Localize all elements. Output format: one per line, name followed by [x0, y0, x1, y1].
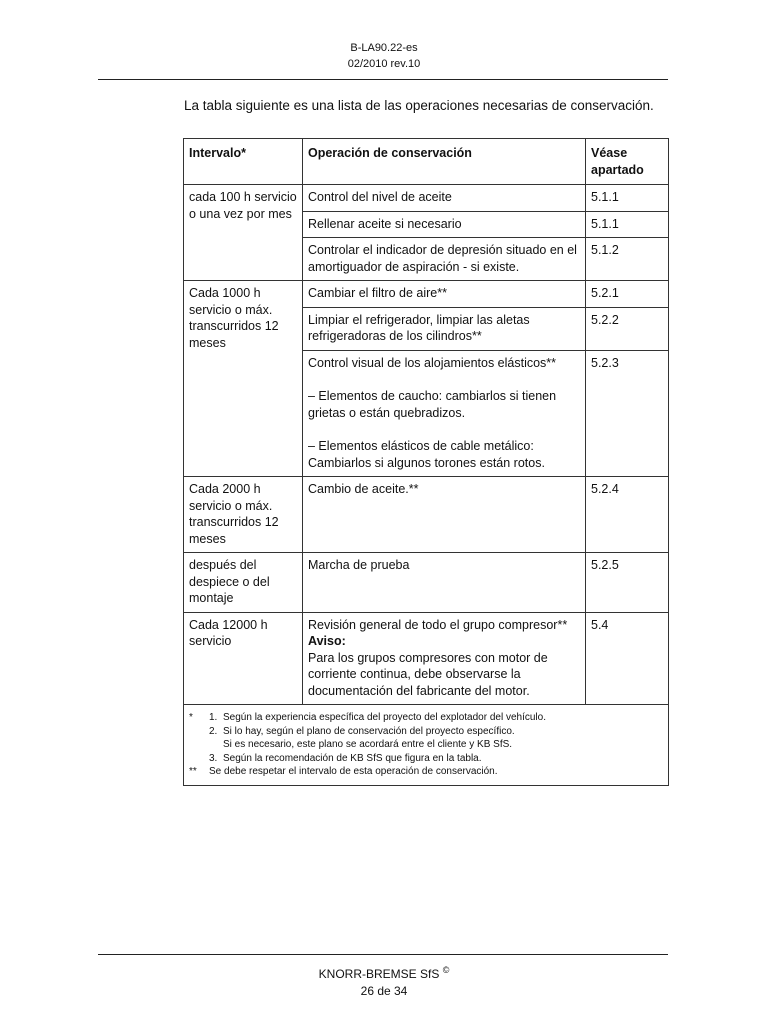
footnote-item: * 1. Según la experiencia específica del proyecto del explotador del vehículo. — [189, 712, 546, 723]
footnote-item: Si es necesario, este plano se acordará entre el cliente y KB SfS. — [223, 739, 513, 750]
reference-cell: 5.2.3 — [586, 350, 669, 477]
table-row — [184, 553, 669, 613]
header-rule — [98, 79, 668, 80]
copyright-symbol: © — [442, 965, 450, 975]
table-row — [184, 612, 669, 705]
table-row — [184, 281, 669, 308]
operation-cell: Cambio de aceite.** — [303, 477, 586, 553]
operation-cell — [303, 612, 586, 705]
intro-text: La tabla siguiente es una lista de las operaciones necesarias de conservación. — [184, 98, 654, 113]
company-name: KNORR-BREMSE SfS © — [318, 965, 450, 981]
reference-cell: 5.1.1 — [586, 185, 669, 212]
operation-cell: Rellenar aceite si necesario — [303, 211, 586, 238]
notice-label: Aviso: — [308, 634, 346, 648]
footnote-item: 3. Según la recomendación de KB SfS que figura en la tabla. — [209, 752, 482, 764]
header-operation: Operación de conservación — [303, 139, 586, 185]
footnote-item: ** Se debe respetar el intervalo de esta operación de conservación. — [189, 766, 498, 777]
footnote-item: 2. Si lo hay, según el plano de conservación del proyecto específico. — [209, 725, 515, 737]
operation-cell: Controlar el indicador de depresión situado en el amortiguador de aspiración - si existe. — [303, 238, 586, 281]
reference-cell: 5.1.1 — [586, 211, 669, 238]
operation-cell: Limpiar el refrigerador, limpiar las aletas refrigeradoras de los cilindros** — [303, 307, 586, 350]
reference-cell: 5.4 — [586, 612, 669, 705]
table-row — [184, 477, 669, 553]
page-number: 26 de 34 — [360, 984, 408, 998]
operation-detail: – Elementos de caucho: cambiarlos si tienen grietas o están quebradizos. — [308, 389, 557, 420]
reference-cell: 5.2.4 — [586, 477, 669, 553]
doc-revision: 02/2010 rev.10 — [347, 58, 421, 70]
reference-cell: 5.2.5 — [586, 553, 669, 613]
interval-cell: Cada 1000 h servicio o máx. transcurridos 12 meses — [184, 281, 303, 477]
operation-cell: Cambiar el filtro de aire** — [303, 281, 586, 308]
operation-detail: – Elementos elásticos de cable metálico: Cambiarlos si algunos torones están rotos. — [308, 439, 545, 470]
table-header-row — [184, 139, 669, 185]
reference-cell: 5.2.1 — [586, 281, 669, 308]
operation-text: Control visual de los alojamientos elásticos** — [308, 355, 557, 370]
footer-rule — [98, 954, 668, 955]
doc-id: B-LA90.22-es — [350, 42, 418, 54]
operation-cell — [303, 350, 586, 477]
page-footer — [0, 962, 768, 1000]
interval-cell: cada 100 h servicio o una vez por mes — [184, 185, 303, 281]
notice-text: Para los grupos compresores con motor de corriente continua, debe observarse la documentación del fabricante del motor. — [308, 650, 548, 698]
header-reference: Véase apartado — [586, 139, 669, 185]
footnotes-cell — [184, 705, 669, 786]
page-header — [0, 40, 768, 72]
interval-cell: después del despiece o del montaje — [184, 553, 303, 613]
reference-cell: 5.1.2 — [586, 238, 669, 281]
maintenance-table — [183, 138, 669, 786]
reference-cell: 5.2.2 — [586, 307, 669, 350]
operation-cell: Control del nivel de aceite — [303, 185, 586, 212]
operation-cell: Marcha de prueba — [303, 553, 586, 613]
interval-cell: Cada 2000 h servicio o máx. transcurridos 12 meses — [184, 477, 303, 553]
footnotes-row — [184, 705, 669, 786]
header-interval: Intervalo* — [184, 139, 303, 185]
table-row — [184, 185, 669, 212]
operation-text: Revisión general de todo el grupo compresor** — [308, 617, 568, 632]
interval-cell: Cada 12000 h servicio — [184, 612, 303, 705]
